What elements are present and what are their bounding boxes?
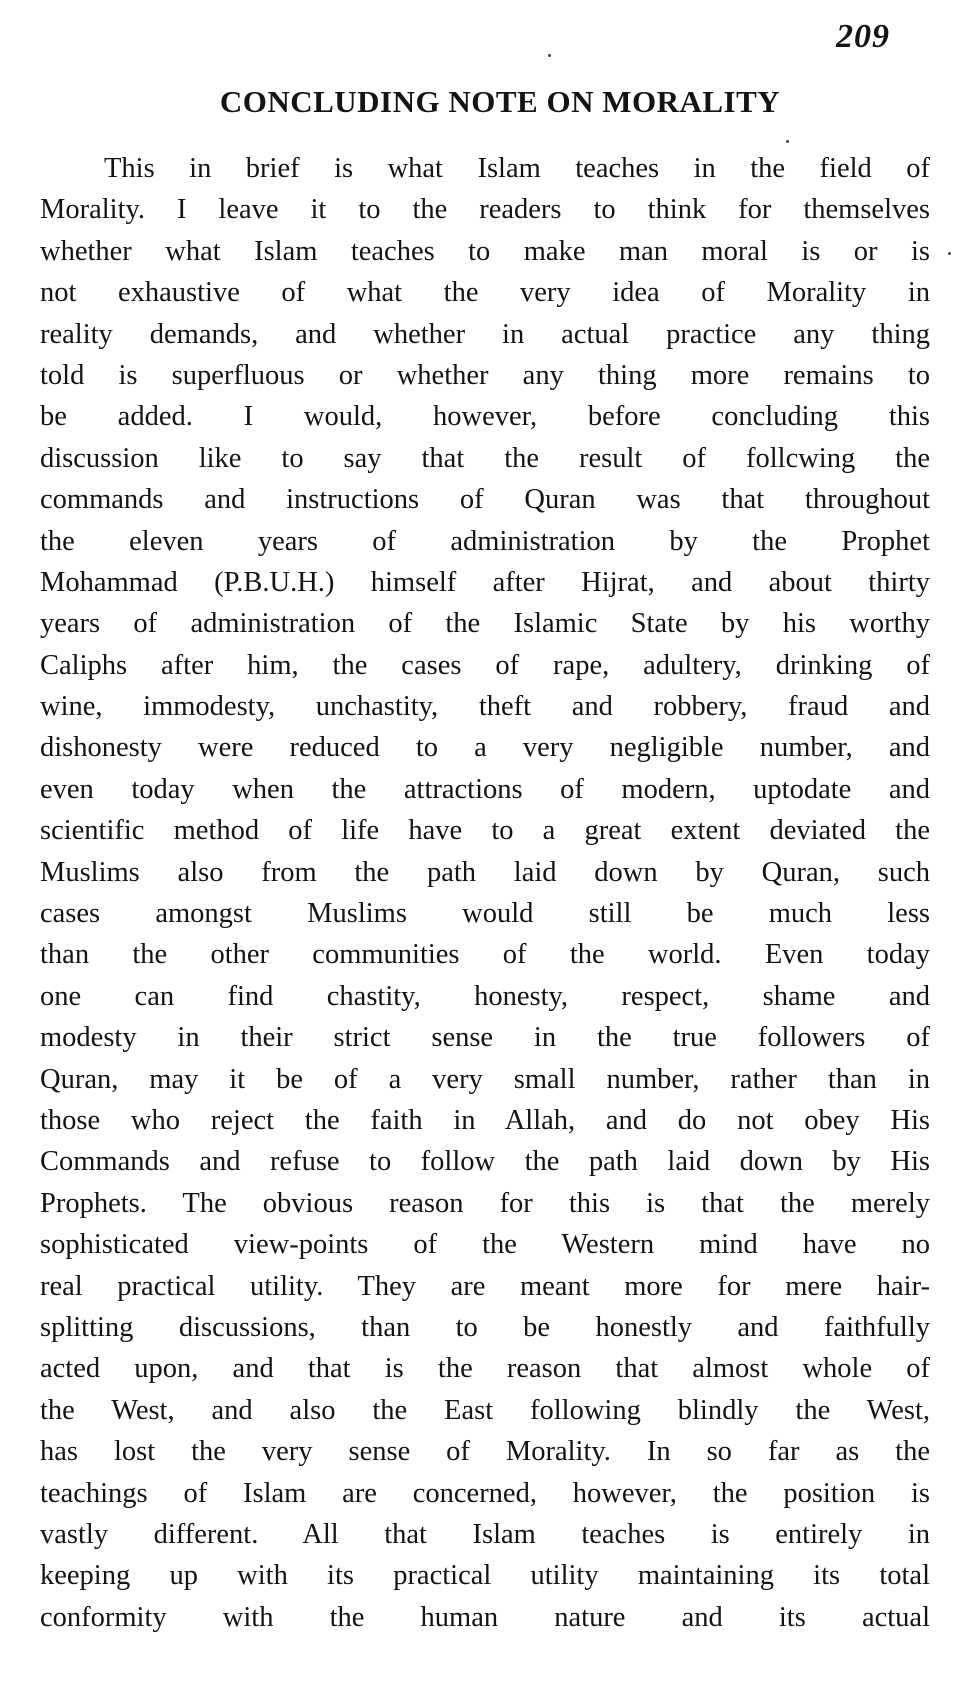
- text-line: modesty in their strict sense in the true followers of: [40, 1022, 930, 1054]
- text-line: commands and instructions of Quran was that throughout: [40, 484, 930, 516]
- text-line: be added. I would, however, before concluding this: [40, 401, 930, 433]
- text-line: scientific method of life have to a great extent deviated the: [40, 815, 930, 847]
- text-line: years of administration of the Islamic State by his worthy: [40, 608, 930, 640]
- text-line: conformity with the human nature and its actual: [40, 1601, 930, 1633]
- text-line: one can find chastity, honesty, respect, shame and: [40, 980, 930, 1012]
- text-line: reality demands, and whether in actual practice any thing: [40, 318, 930, 350]
- text-line: This in brief is what Islam teaches in the field of: [104, 153, 930, 184]
- text-line: teachings of Islam are concerned, however, the position is: [40, 1477, 930, 1509]
- text-line: told is superfluous or whether any thing more remains to: [40, 359, 930, 391]
- text-line: not exhaustive of what the very idea of Morality in: [40, 277, 930, 309]
- body-paragraph: [40, 148, 930, 1638]
- chapter-heading: CONCLUDING NOTE ON MORALITY: [219, 84, 781, 119]
- text-line: Quran, may it be of a very small number, rather than in: [40, 1063, 930, 1095]
- text-line: has lost the very sense of Morality. In so far as the: [40, 1436, 930, 1468]
- text-line: vastly different. All that Islam teaches is entirely in: [40, 1518, 930, 1550]
- text-line: acted upon, and that is the reason that almost whole of: [40, 1353, 930, 1385]
- text-line: real practical utility. They are meant more for mere hair-: [40, 1270, 930, 1302]
- text-line: sophisticated view-points of the Western mind have no: [40, 1229, 930, 1261]
- text-line: discussion like to say that the result of follcwing the: [40, 442, 930, 474]
- text-line: Commands and refuse to follow the path laid down by His: [40, 1146, 930, 1178]
- print-speck: [786, 140, 789, 143]
- text-line: Morality. I leave it to the readers to think for themselves: [40, 194, 930, 226]
- text-line: Prophets. The obvious reason for this is that the merely: [40, 1187, 930, 1219]
- text-line: wine, immodesty, unchastity, theft and robbery, fraud and: [40, 691, 930, 723]
- text-line: splitting discussions, than to be honestly and faithfully: [40, 1311, 930, 1343]
- text-line: even today when the attractions of modern, uptodate and: [40, 773, 930, 805]
- text-line: Muslims also from the path laid down by Quran, such: [40, 856, 930, 888]
- text-line: Mohammad (P.B.U.H.) himself after Hijrat, and about thirty: [40, 566, 930, 598]
- text-line: than the other communities of the world. Even today: [40, 939, 930, 971]
- text-line: whether what Islam teaches to make man moral is or is: [40, 235, 930, 267]
- text-line: dishonesty were reduced to a very negligible number, and: [40, 732, 930, 764]
- text-line: the eleven years of administration by the Prophet: [40, 525, 930, 557]
- text-line: the West, and also the East following blindly the West,: [40, 1394, 930, 1426]
- text-line: Caliphs after him, the cases of rape, adultery, drinking of: [40, 649, 930, 681]
- text-line: cases amongst Muslims would still be much less: [40, 898, 930, 930]
- page-number: 209: [836, 18, 890, 55]
- text-line: those who reject the faith in Allah, and do not obey His: [40, 1104, 930, 1136]
- text-line: keeping up with its practical utility maintaining its total: [40, 1560, 930, 1592]
- print-speck: [548, 54, 551, 57]
- print-speck: [948, 252, 951, 255]
